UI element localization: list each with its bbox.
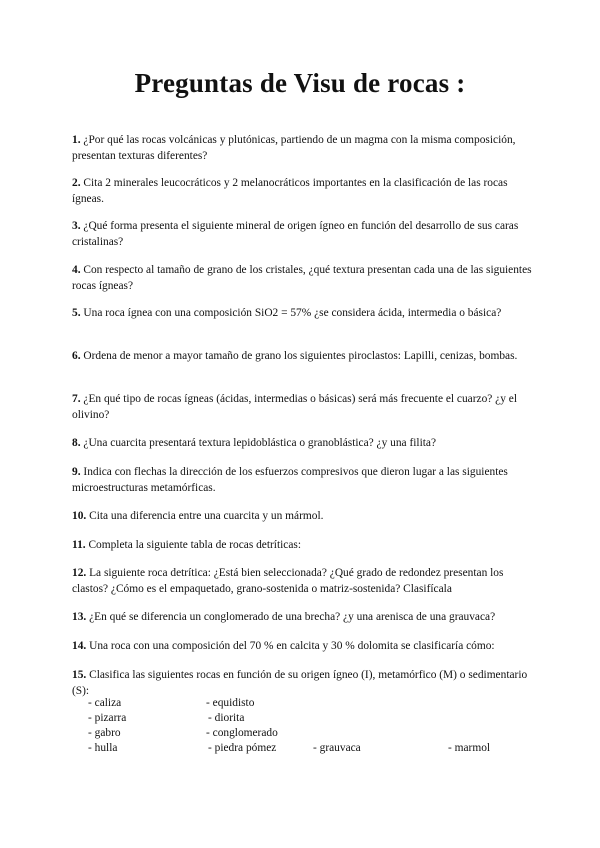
question-number: 6. xyxy=(72,350,81,362)
question-number: 14. xyxy=(72,640,87,652)
question-text: ¿En qué tipo de rocas ígneas (ácidas, intermedias o básicas) será más frecuente el cuarzo? ¿y el olivino? xyxy=(72,393,517,421)
question-number: 2. xyxy=(72,177,81,189)
question-9 xyxy=(72,464,532,496)
question-number: 13. xyxy=(72,611,87,623)
question-number: 10. xyxy=(72,510,87,522)
question-7 xyxy=(72,391,532,423)
question-number: 15. xyxy=(72,669,87,681)
question-text: La siguiente roca detrítica: ¿Está bien seleccionada? ¿Qué grado de redondez presentan los clastos? ¿Cómo es el empaquetado, grano-sostenida o matriz-sostenida? Clasifícala xyxy=(72,567,504,595)
question-text: Cita una diferencia entre una cuarcita y un mármol. xyxy=(86,510,324,522)
question-3 xyxy=(72,218,532,250)
question-13 xyxy=(72,609,532,625)
question-5 xyxy=(72,305,532,321)
question-number: 1. xyxy=(72,134,81,146)
question-1 xyxy=(72,132,532,164)
rock-item: - equidisto xyxy=(206,697,255,709)
rock-row xyxy=(88,696,548,711)
rock-item: - conglomerado xyxy=(206,727,278,739)
question-text: ¿En qué se diferencia un conglomerado de una brecha? ¿y una arenisca de una grauvaca? xyxy=(86,611,496,623)
question-text: Indica con flechas la dirección de los esfuerzos compresivos que dieron lugar a las siguientes microestructuras metamórficas. xyxy=(72,466,508,494)
question-number: 7. xyxy=(72,393,81,405)
question-15 xyxy=(72,667,532,699)
rock-list xyxy=(88,696,548,756)
question-number: 12. xyxy=(72,567,87,579)
question-2 xyxy=(72,175,532,207)
question-number: 4. xyxy=(72,264,81,276)
rock-item: - diorita xyxy=(208,712,245,724)
question-12 xyxy=(72,565,532,597)
question-text: Completa la siguiente tabla de rocas detríticas: xyxy=(85,539,302,551)
rock-row xyxy=(88,741,548,756)
question-number: 3. xyxy=(72,220,81,232)
page-title: Preguntas de Visu de rocas : xyxy=(134,68,466,98)
question-text: Con respecto al tamaño de grano de los cristales, ¿qué textura presentan cada una de las siguientes rocas ígneas? xyxy=(72,264,532,292)
rock-row xyxy=(88,726,548,741)
rock-item: - caliza xyxy=(88,697,122,709)
rock-item: - hulla xyxy=(88,742,118,754)
question-number: 11. xyxy=(72,539,86,551)
rock-item: - piedra pómez xyxy=(208,742,277,754)
question-4 xyxy=(72,262,532,294)
question-number: 5. xyxy=(72,307,81,319)
question-text: Clasifica las siguientes rocas en función de su origen ígneo (I), metamórfico (M) o sedimentario (S): xyxy=(72,669,528,697)
question-text: ¿Una cuarcita presentará textura lepidoblástica o granoblástica? ¿y una filita? xyxy=(80,437,437,449)
rock-item: - marmol xyxy=(448,742,491,754)
question-number: 8. xyxy=(72,437,81,449)
question-10 xyxy=(72,508,532,524)
question-text: Una roca ígnea con una composición SiO2 = 57% ¿se considera ácida, intermedia o básica? xyxy=(80,307,502,319)
question-text: Ordena de menor a mayor tamaño de grano los siguientes piroclastos: Lapilli, cenizas, bombas. xyxy=(80,350,518,362)
rock-item: - pizarra xyxy=(88,712,127,724)
rock-row xyxy=(88,711,548,726)
question-number: 9. xyxy=(72,466,81,478)
question-6 xyxy=(72,348,532,364)
question-14 xyxy=(72,638,532,654)
question-text: Una roca con una composición del 70 % en calcita y 30 % dolomita se clasificaría cómo: xyxy=(86,640,495,652)
question-text: ¿Por qué las rocas volcánicas y plutónicas, partiendo de un magma con la misma composición, presentan texturas diferentes? xyxy=(72,134,516,162)
question-text: ¿Qué forma presenta el siguiente mineral de origen ígneo en función del desarrollo de sus caras cristalinas? xyxy=(72,220,519,248)
rock-item: - gabro xyxy=(88,727,121,739)
question-text: Cita 2 minerales leucocráticos y 2 melanocráticos importantes en la clasificación de las rocas ígneas. xyxy=(72,177,508,205)
question-8 xyxy=(72,435,532,451)
rock-item: - grauvaca xyxy=(313,742,361,754)
question-11 xyxy=(72,537,532,553)
